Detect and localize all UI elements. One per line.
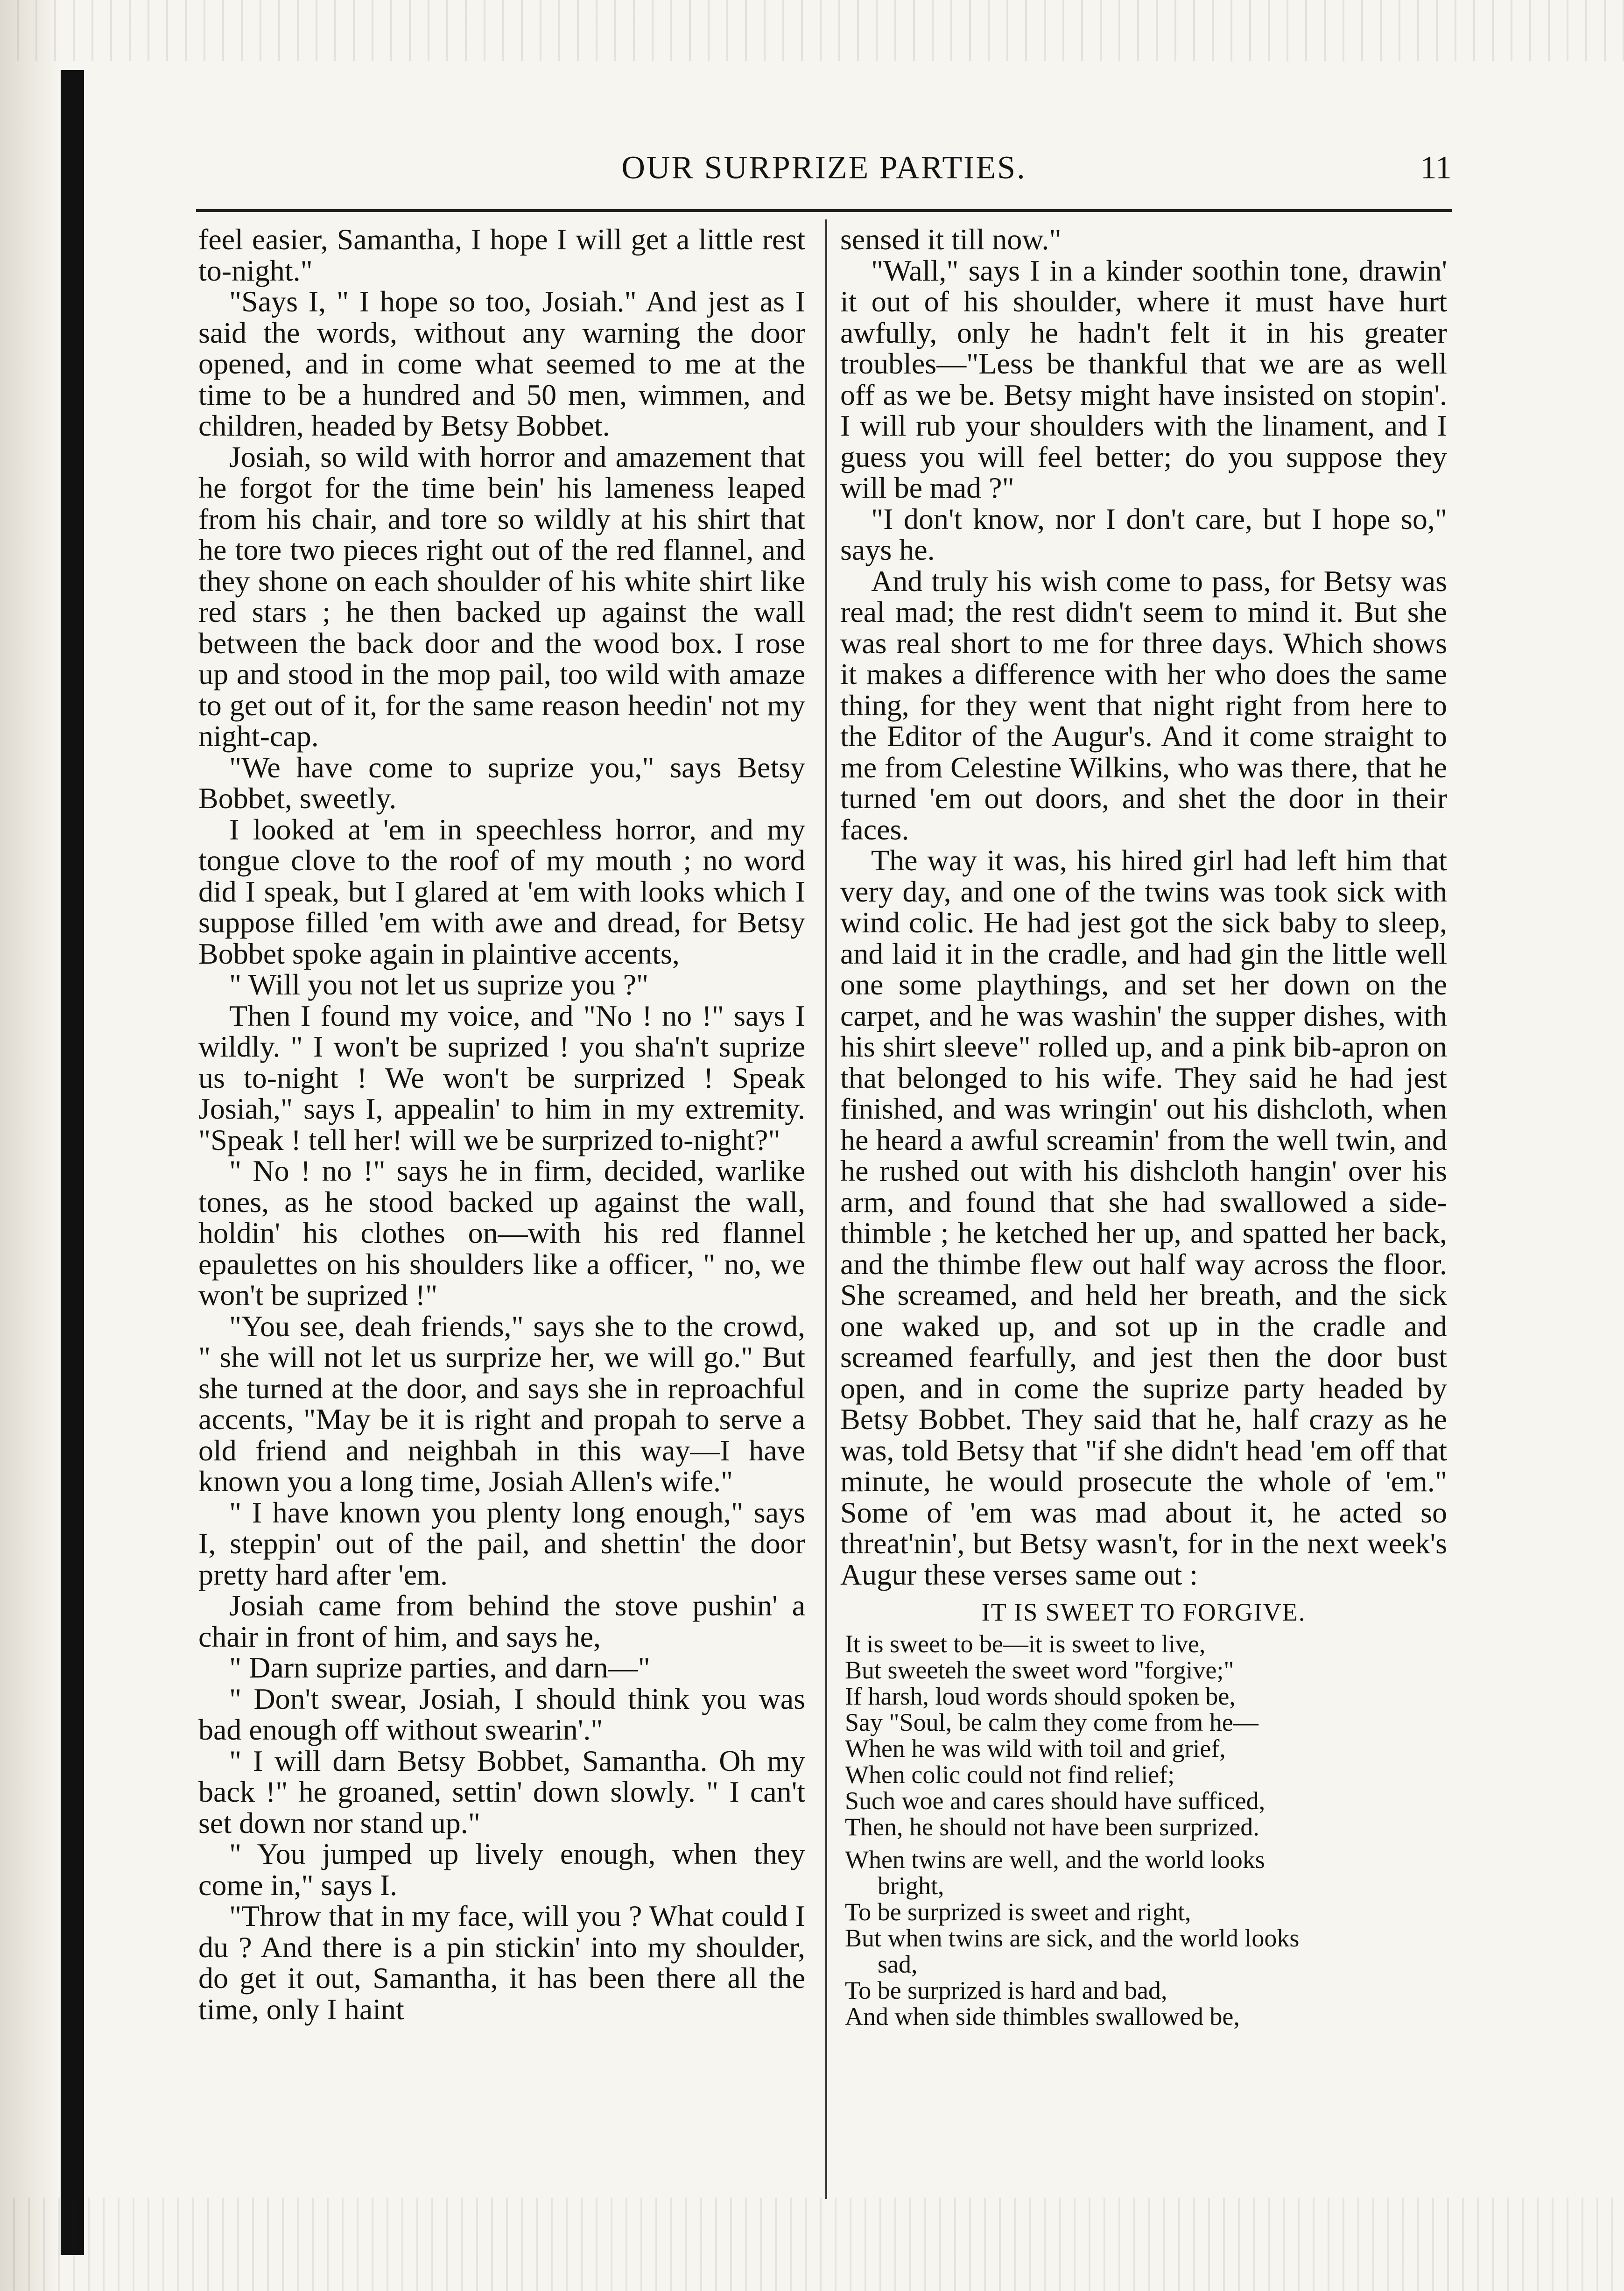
poem-stanza-2 xyxy=(840,1847,1447,2030)
column-divider xyxy=(825,219,827,2199)
poem-line: bright, xyxy=(878,1871,944,1900)
poem-line: When twins are well, and the world looks xyxy=(845,1845,1265,1874)
binding-edge xyxy=(61,70,84,2255)
poem-stanza-1 xyxy=(840,1631,1447,1840)
paragraph: "Wall," says I in a kinder soothin tone, drawin' it out of his shoulder, where it must have hurt awfully, only he hadn't felt it in his greater troubles—"Less be thankful that we are as well off as we be. Betsy might have insisted on stopin'. I will rub your shoulders with the linament, and I guess you will feel better; do you suppose they will be mad ?" xyxy=(840,254,1447,504)
paragraph: sensed it till now." xyxy=(840,223,1062,256)
binding-shadow xyxy=(0,0,61,2291)
paragraph: Then I found my voice, and "No ! no !" says I wildly. " I won't be suprized ! you sha'n't suprize us to-night ! We won't be surprized ! Speak Josiah," says I, appealin' to him in my extremity. "Speak ! tell her! will we be surprized to-night?" xyxy=(198,999,805,1156)
page-speckle-top xyxy=(0,0,1624,61)
paragraph: I looked at 'em in speechless horror, and my tongue clove to the roof of my mouth ; no word did I speak, but I glared at 'em with looks which I suppose filled 'em with awe and dread, for Betsy Bobbet spoke again in plaintive accents, xyxy=(198,812,805,970)
paragraph: " You jumped up lively enough, when they come in," says I. xyxy=(198,1837,805,1902)
poem-line: And when side thimbles swallowed be, xyxy=(845,2002,1240,2030)
running-head: OUR SURPRIZE PARTIES. xyxy=(621,150,1026,186)
paragraph: Josiah, so wild with horror and amazement that he forgot for the time bein' his lameness leaped from his chair, and tore so wildly at his shirt that he tore two pieces right out of the red flannel, and they shone on each shoulder of his white shirt like red stars ; he then backed up against the wall between the back door and the wood box. I rose up and stood in the mop pail, too wild with amaze to get out of it, for the same reason heedin' not my night-cap. xyxy=(198,440,805,753)
header-rule xyxy=(196,209,1452,212)
poem-title: IT IS SWEET TO FORGIVE. xyxy=(981,1598,1306,1626)
paragraph: " I have known you plenty long enough," says I, steppin' out of the pail, and shettin' the door pretty hard after 'em. xyxy=(198,1495,805,1591)
paragraph: "Says I, " I hope so too, Josiah." And jest as I said the words, without any warning the door opened, and in come what seemed to me at the time to be a hundred and 50 men, wimmen, and children, headed by Betsy Bobbet. xyxy=(198,285,805,442)
paragraph: " Don't swear, Josiah, I should think you was bad enough off without swearin'." xyxy=(198,1682,805,1746)
poem-line: When he was wild with toil and grief, xyxy=(845,1734,1226,1762)
poem-line: Such woe and cares should have sufficed, xyxy=(845,1786,1265,1815)
right-column xyxy=(840,224,1447,2036)
paragraph: " Will you not let us suprize you ?" xyxy=(229,968,649,1001)
paragraph: And truly his wish come to pass, for Betsy was real mad; the rest didn't seem to mind it. But she was real short to me for three days. Which shows it makes a difference with her who does the same thing, for they went that night right from here to the Editor of the Augur's. And it come straight to me from Celestine Wilkins, who was there, that he turned 'em out doors, and shet the door in their faces. xyxy=(840,564,1447,846)
paragraph: "I don't know, nor I don't care, but I hope so," says he. xyxy=(840,502,1447,566)
poem-line: To be surprized is sweet and right, xyxy=(845,1897,1191,1926)
page-number: 11 xyxy=(1420,150,1452,186)
poem-line: If harsh, loud words should spoken be, xyxy=(845,1682,1236,1710)
poem-line: Then, he should not have been surprized. xyxy=(845,1812,1259,1841)
paragraph: " No ! no !" says he in firm, decided, warlike tones, as he stood backed up against the wall, holdin' his clothes on—with his red flannel epaulettes on his shoulders like a officer, " no, we won't be suprized !" xyxy=(198,1154,805,1311)
poem-line: But when twins are sick, and the world looks xyxy=(845,1924,1300,1952)
poem-line: When colic could not find relief; xyxy=(845,1760,1175,1789)
paragraph: feel easier, Samantha, I hope I will get a little rest to-night." xyxy=(198,223,805,287)
poem-line: Say "Soul, be calm they come from he— xyxy=(845,1708,1258,1736)
page-speckle-bottom xyxy=(0,2198,1624,2291)
paragraph: " I will darn Betsy Bobbet, Samantha. Oh my back !" he groaned, settin' down slowly. " I can't set down nor stand up." xyxy=(198,1744,805,1840)
poem-line: sad, xyxy=(878,1950,918,1978)
poem-line: It is sweet to be—it is sweet to live, xyxy=(845,1629,1206,1658)
paragraph: " Darn suprize parties, and darn—" xyxy=(229,1651,650,1684)
paragraph: "You see, deah friends," says she to the crowd, " she will not let us surprize her, we will go." But she turned at the door, and says she in reproachful accents, "May be it is right and propah to serve a old friend and neighbah in this way—I have known you a long time, Josiah Allen's wife." xyxy=(198,1309,805,1498)
page-header xyxy=(196,149,1452,205)
paragraph: "We have come to suprize you," says Betsy Bobbet, sweetly. xyxy=(198,750,805,815)
paragraph: Josiah came from behind the stove pushin' a chair in front of him, and says he, xyxy=(198,1589,805,1653)
poem-line: But sweeteh the sweet word "forgive;" xyxy=(845,1656,1234,1684)
paragraph: "Throw that in my face, will you ? What could I du ? And there is a pin stickin' into my shoulder, do get it out, Samantha, it has been there all the time, only I haint xyxy=(198,1899,805,2026)
paragraph: The way it was, his hired girl had left him that very day, and one of the twins was took sick with wind colic. He had jest got the sick baby to sleep, and laid it in the cradle, and had gin the little well one some playthings, and set her down on the carpet, and he was washin' the supper dishes, with his shirt sleeve" rolled up, and a pink bib-apron on that belonged to his wife. They said he had jest finished, and was wringin' out his dishcloth, when he heard a awful screamin' from the well twin, and he rushed out with his dishcloth hangin' over his arm, and found that she had swallowed a side-thimble ; he ketched her up, and spatted her back, and the thimbe flew out half way across the floor. She screamed, and held her breath, and the sick one waked up, and sot up in the cradle and screamed fearfully, and jest then the door bust open, and in come the suprize party headed by Betsy Bobbet. They said that he, half crazy as he was, told Betsy that "if she didn't head 'em off that minute, he would prosecute the whole of 'em." Some of 'em was mad about it, he acted so threat'nin', but Betsy wasn't, for in the next week's Augur these verses same out : xyxy=(840,844,1447,1591)
left-column xyxy=(198,224,805,2025)
poem-line: To be surprized is hard and bad, xyxy=(845,1976,1167,2004)
